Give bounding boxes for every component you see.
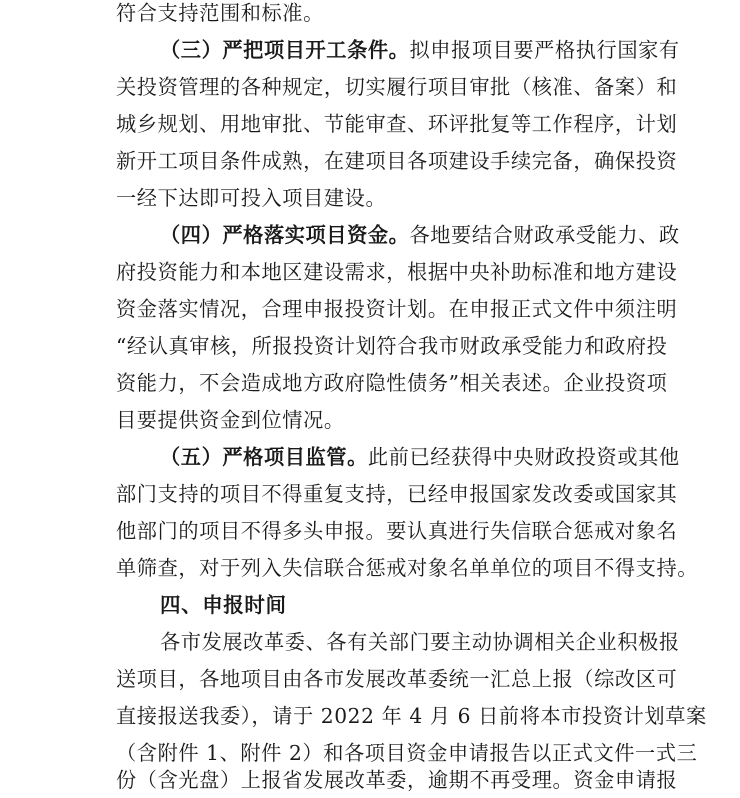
text-line [0, 0, 740, 31]
text-line [0, 217, 740, 253]
paragraph-text: 符合支持范围和标准。 [116, 1, 324, 25]
paragraph-text: 拟申报项目要严格执行国家有 [409, 38, 680, 62]
paragraph-text: 单筛查，对于列入失信联合惩戒对象名单单位的项目不得支持。 [116, 556, 699, 580]
paragraph-text: 资能力，不会造成地方政府隐性债务”相关表述。企业投资项 [116, 371, 668, 395]
text-line [0, 328, 740, 364]
text-line [0, 439, 740, 475]
text-line [0, 550, 740, 586]
paragraph-text: 府投资能力和本地区建设需求，根据中央补助标准和地方建设 [116, 260, 678, 284]
paragraph-heading-3: （三）严把项目开工条件。 [160, 38, 410, 62]
paragraph-text: 资金落实情况，合理申报投资计划。在申报正式文件中须注明 [116, 297, 678, 321]
paragraph-text: 新开工项目条件成熟，在建项目各项建设手续完备，确保投资 [116, 149, 678, 173]
text-line [0, 291, 740, 327]
text-line [0, 143, 740, 179]
paragraph-text: 城乡规划、用地审批、节能审查、环评批复等工作程序，计划 [116, 112, 678, 136]
paragraph-text: （含附件 1、附件 2）和各项目资金申请报告以正式文件一式三 [116, 741, 698, 765]
text-line [0, 762, 740, 798]
paragraph-text: 直接报送我委），请于 2022 年 4 月 6 日前将本市投资计划草案 [116, 704, 707, 728]
paragraph-text: 他部门的项目不得多头申报。要认真进行失信联合惩戒对象名 [116, 519, 678, 543]
paragraph-text: 份（含光盘）上报省发展改革委，逾期不再受理。资金申请报 [116, 768, 678, 792]
text-line [0, 106, 740, 142]
paragraph-text: 目要提供资金到位情况。 [116, 408, 345, 432]
text-line [0, 32, 740, 68]
text-line [0, 624, 740, 660]
paragraph-text: “经认真审核，所报投资计划符合我市财政承受能力和政府投 [116, 334, 668, 358]
paragraph-text: 一经下达即可投入项目建设。 [116, 186, 387, 210]
paragraph-text: 此前已经获得中央财政投资或其他 [367, 445, 680, 469]
text-line [0, 698, 740, 734]
paragraph-text: 各市发展改革委、各有关部门要主动协调相关企业积极报 [160, 630, 680, 654]
paragraph-text: 送项目，各地项目由各市发展改革委统一汇总上报（综改区可 [116, 667, 678, 691]
text-line [0, 254, 740, 290]
paragraph-heading-5: （五）严格项目监管。 [160, 445, 368, 469]
section-heading: 四、申报时间 [160, 593, 287, 617]
text-line [0, 69, 740, 105]
text-line [0, 476, 740, 512]
text-line [0, 365, 740, 401]
text-line [0, 402, 740, 438]
text-line [0, 180, 740, 216]
paragraph-text: 各地要结合财政承受能力、政 [409, 223, 680, 247]
paragraph-heading-4: （四）严格落实项目资金。 [160, 223, 410, 247]
text-line [0, 661, 740, 697]
text-line [0, 513, 740, 549]
paragraph-text: 关投资管理的各种规定，切实履行项目审批（核准、备案）和 [116, 75, 678, 99]
paragraph-text: 部门支持的项目不得重复支持，已经申报国家发改委或国家其 [116, 482, 678, 506]
